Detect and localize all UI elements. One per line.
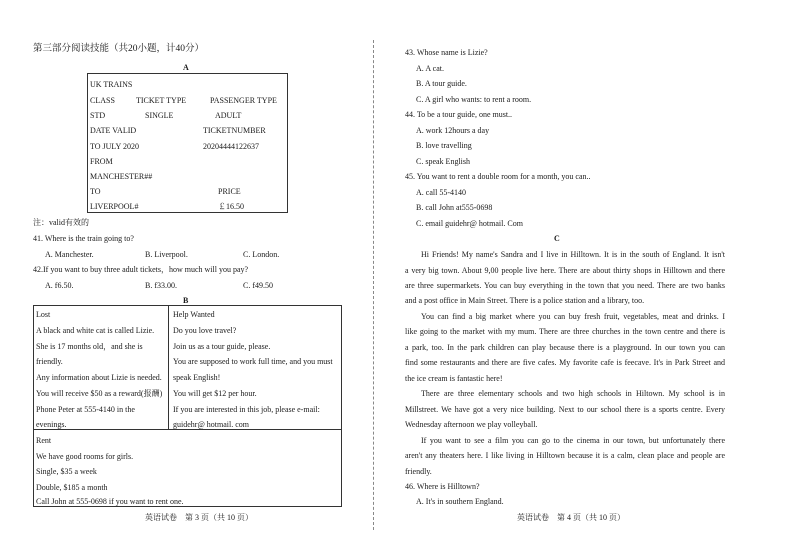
passage-c-line: Wednesday afternoon we play volleyball.	[405, 420, 538, 429]
q45-option-a: A. call 55-4140	[416, 188, 466, 197]
q44-option-c: C. speak English	[416, 157, 470, 166]
passage-c-line: like going to the market with my mum. There are three churches in the town centre and there is	[405, 327, 725, 336]
q43-option-b: B. A tour guide.	[416, 79, 467, 88]
page-footer-left: 英语试卷 第 3 页（共 10 页）	[145, 513, 253, 522]
rent-line: Call John at 555-0698 if you want to rent one.	[36, 497, 184, 506]
lost-line: evenings.	[36, 420, 67, 429]
passage-c-line: a park, too. In the park children can play because there is a playground. In our town you can	[405, 343, 725, 352]
rent-line: Single, $35 a week	[36, 467, 97, 476]
q42-option-a: A. f6.50.	[45, 281, 74, 290]
passage-c-line: You can find a big market where you can buy fresh fruit, vegetables, meat and drinks. I	[421, 312, 725, 321]
q46-option-a: A. It's in southern England.	[416, 497, 504, 506]
passage-c-line: find some restaurants and there are five cafes. My favorite cafe is feecave. It's in Park Street and	[405, 358, 725, 367]
lost-line: friendly.	[36, 357, 63, 366]
ticket-number-label: TICKETNUMBER	[203, 126, 266, 135]
section-title: 第三部分阅读技能（共20小题，计40分）	[33, 44, 205, 54]
help-line: Help Wanted	[173, 310, 215, 319]
page-footer-right: 英语试卷 第 4 页（共 10 页）	[517, 513, 625, 522]
help-line: If you are interested in this job, please e-mail:	[173, 405, 320, 414]
passage-c-line: Millstreet. We have got a very nice building. Next to our school there is a sports centre. Every	[405, 405, 725, 414]
q44-stem: 44. To be a tour guide, one must..	[405, 110, 513, 119]
to-label: TO	[90, 187, 101, 196]
q42-option-b: B. f33.00.	[145, 281, 177, 290]
ticket-price: ￡16.50	[218, 202, 244, 211]
lost-line: A black and white cat is called Lizie.	[36, 326, 155, 335]
passage-c-line: the ice cream is fantastic here!	[405, 374, 503, 383]
ticket-class-label: CLASS	[90, 96, 115, 105]
column-divider	[373, 40, 374, 530]
help-line: Join us as a tour guide, please.	[173, 342, 271, 351]
passage-c-letter: C	[554, 234, 560, 243]
rent-line: We have good rooms for girls.	[36, 452, 134, 461]
q42-stem: 42.If you want to buy three adult tickets，how much will you pay?	[33, 265, 249, 274]
passage-c-line: aren't any theaters here. I like living in Hilltown because it is a calm, clean place and people are	[405, 451, 725, 460]
help-line: speak English!	[173, 373, 221, 382]
passage-c-line: friendly.	[405, 467, 432, 476]
passage-b-letter: B	[183, 296, 189, 305]
q44-option-b: B. love travelling	[416, 141, 472, 150]
help-line: You will get $12 per hour.	[173, 389, 257, 398]
table-divider-vertical	[168, 306, 169, 429]
date-valid: TO JULY 2020	[90, 142, 139, 151]
ticket-number: 20204444122637	[203, 142, 259, 151]
passage-c-line: and a post office in Main Street. There is a police station and a library, too.	[405, 296, 645, 305]
q44-option-a: A. work 12hours a day	[416, 126, 490, 135]
q43-option-c: C. A girl who wants: to rent a room.	[416, 95, 532, 104]
q45-option-b: B. call John at555-0698	[416, 203, 493, 212]
q46-stem: 46. Where is Hilltown?	[405, 482, 480, 491]
q41-option-c: C. London.	[243, 250, 280, 259]
ticket-title: UK TRAINS	[90, 80, 133, 89]
to-station: LIVERPOOL#	[90, 202, 139, 211]
passage-c-line: If you want to see a film you can go to the cinema in our town, but unfortunately there	[421, 436, 725, 445]
lost-line: Any information about Lizie is needed.	[36, 373, 162, 382]
help-line: guidehr@ hotmail. com	[173, 420, 250, 429]
passage-c-line: a very big town. About 9,00 people live here. There are about thirty shops in Hilltown and there	[405, 266, 725, 275]
passage-a-letter: A	[183, 63, 189, 72]
q43-option-a: A. A cat.	[416, 64, 444, 73]
price-label: PRICE	[218, 187, 241, 196]
lost-line: Phone Peter at 555-4140 in the	[36, 405, 135, 414]
passage-c-line: Hi Friends! My name's Sandra and I live in Hilltown. It is in the south of England. It isn't	[421, 250, 725, 259]
rent-line: Double, $185 a month	[36, 483, 108, 492]
lost-line: She is 17 months old，and she is	[36, 342, 143, 351]
q45-stem: 45. You want to rent a double room for a month, you can..	[405, 172, 591, 181]
q41-option-a: A. Manchester.	[45, 250, 94, 259]
q43-stem: 43. Whose name is Lizie?	[405, 48, 488, 57]
ticket-type: SINGLE	[145, 111, 174, 120]
from-station: MANCHESTER##	[90, 172, 153, 181]
q41-stem: 41. Where is the train going to?	[33, 234, 134, 243]
passage-c-line: There are three elementary schools and two high schools in Hiltown. My school is in	[421, 389, 725, 398]
passenger-type: ADULT	[215, 111, 242, 120]
help-line: You are supposed to work full time, and you must	[173, 357, 333, 366]
passenger-type-label: PASSENGER TYPE	[210, 96, 277, 105]
vocab-note: 注：valid有效的	[33, 218, 89, 227]
date-valid-label: DATE VALID	[90, 126, 137, 135]
from-label: FROM	[90, 157, 113, 166]
passage-c-line: are three supermarkets. You can buy everything in the town that you need. There are two banks	[405, 281, 725, 290]
q41-option-b: B. Liverpool.	[145, 250, 188, 259]
help-line: Do you love travel?	[173, 326, 237, 335]
ticket-class: STD	[90, 111, 106, 120]
q42-option-c: C. f49.50	[243, 281, 273, 290]
ticket-type-label: TICKET TYPE	[136, 96, 187, 105]
lost-line: Lost	[36, 310, 51, 319]
q45-option-c: C. email guidehr@ hotmail. Com	[416, 219, 523, 228]
lost-line: You will receive $50 as a reward(报酬)	[36, 389, 163, 398]
rent-line: Rent	[36, 436, 52, 445]
